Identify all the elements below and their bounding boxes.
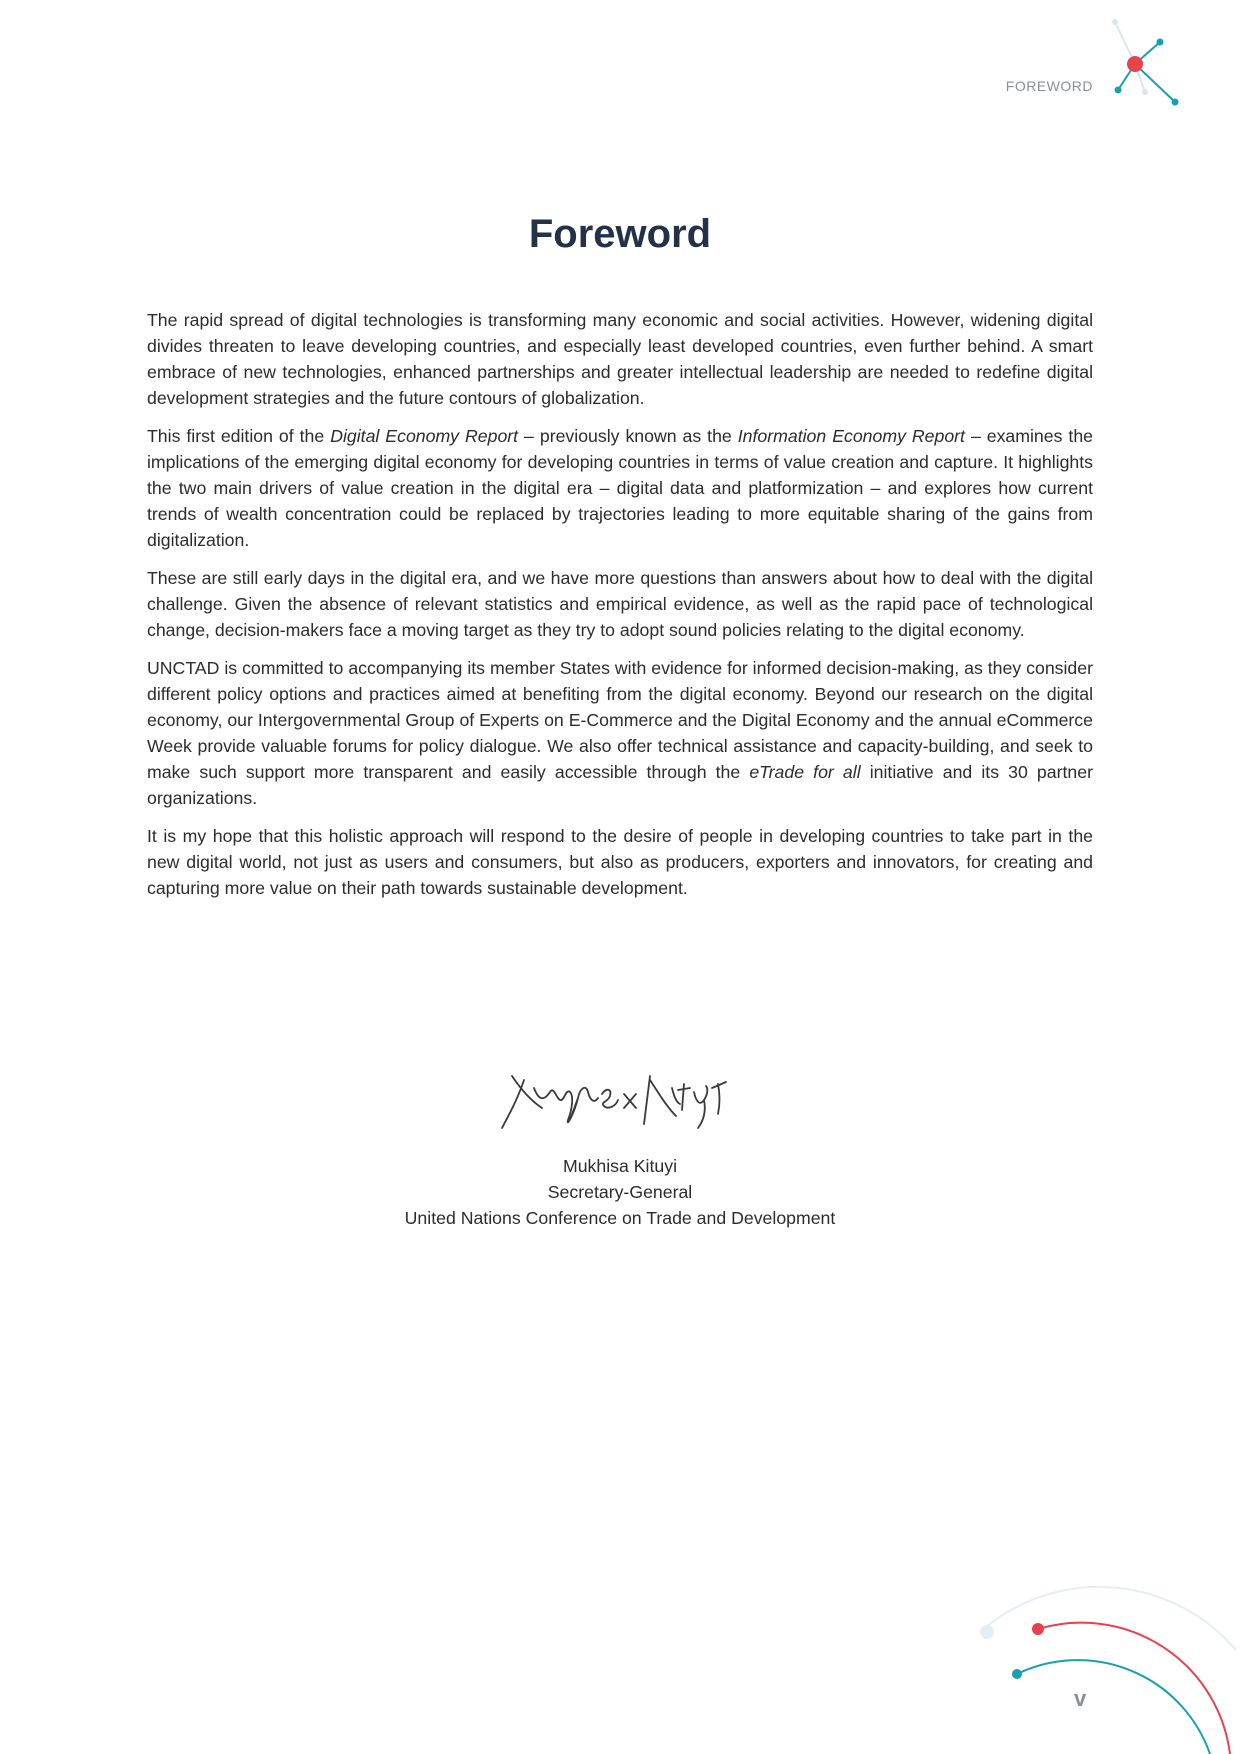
paragraph-text: UNCTAD is committed to accompanying its member States with evidence for informed decision-making, as they consider different policy options and practices aimed at benefiting from the digital economy. Beyond our research on the digital economy, our Intergovernmental Group of Experts on E-Commerce and the Digital Economy and the annual eCommerce Week provide valuable forums for policy dialogue. We also offer technical assistance and capacity-building, and seek to make such support more transparent and easily accessible through the (147, 658, 1093, 782)
italic-title-text: Information Economy Report (737, 426, 965, 446)
network-node-icon (1100, 14, 1200, 114)
paragraph-text: – previously known as the (518, 426, 738, 446)
paragraph-text: These are still early days in the digital era, and we have more questions than answers about how to deal with the digital challenge. Given the absence of relevant statistics and empirical evidence, as well as the rapid pace of technological change, decision-makers face a moving target as they try to adopt sound policies relating to the digital economy. (147, 568, 1093, 640)
signatory-block (0, 1153, 1240, 1231)
paragraph-text: The rapid spread of digital technologies is transforming many economic and social activities. However, widening digital divides threaten to leave developing countries, and especially least developed countries, even further behind. A smart embrace of new technologies, enhanced partnerships and greater intellectual leadership are needed to redefine digital development strategies and the future contours of globalization. (147, 310, 1093, 408)
italic-title-text: eTrade for all (749, 762, 861, 782)
paragraph (147, 565, 1093, 643)
signatory-name: Mukhisa Kituyi (562, 1156, 678, 1176)
paragraph (147, 655, 1093, 811)
paragraph (147, 423, 1093, 553)
paragraph-text: This first edition of the (147, 426, 331, 446)
signatory-organization: United Nations Conference on Trade and Development (404, 1208, 836, 1228)
page-title: Foreword (528, 212, 712, 256)
paragraph-text: – examines the implications of the emerging digital economy for developing countries in terms of value creation and capture. It highlights the two main drivers of value creation in the digital era – digital data and platformization – and explores how current trends of wealth concentration could be replaced by trajectories leading to more equitable sharing of the gains from digitalization. (147, 426, 1093, 550)
signatory-role: Secretary-General (547, 1182, 693, 1202)
italic-title-text: Digital Economy Report (330, 426, 519, 446)
orbit-arcs-graphic (960, 1570, 1240, 1754)
handwritten-signature (490, 1058, 750, 1136)
paragraph-text: initiative and its 30 partner organizations. (147, 762, 1093, 808)
paragraph (147, 823, 1093, 901)
paragraph-text: It is my hope that this holistic approach will respond to the desire of people in developing countries to take part in the new digital world, not just as users and consumers, but also as producers, exporters and innovators, for creating and capturing more value on their path towards sustainable development. (147, 826, 1093, 898)
foreword-body (147, 307, 1093, 913)
section-header-label: FOREWORD (1005, 78, 1093, 94)
paragraph (147, 307, 1093, 411)
page-number: v (1074, 1686, 1087, 1711)
